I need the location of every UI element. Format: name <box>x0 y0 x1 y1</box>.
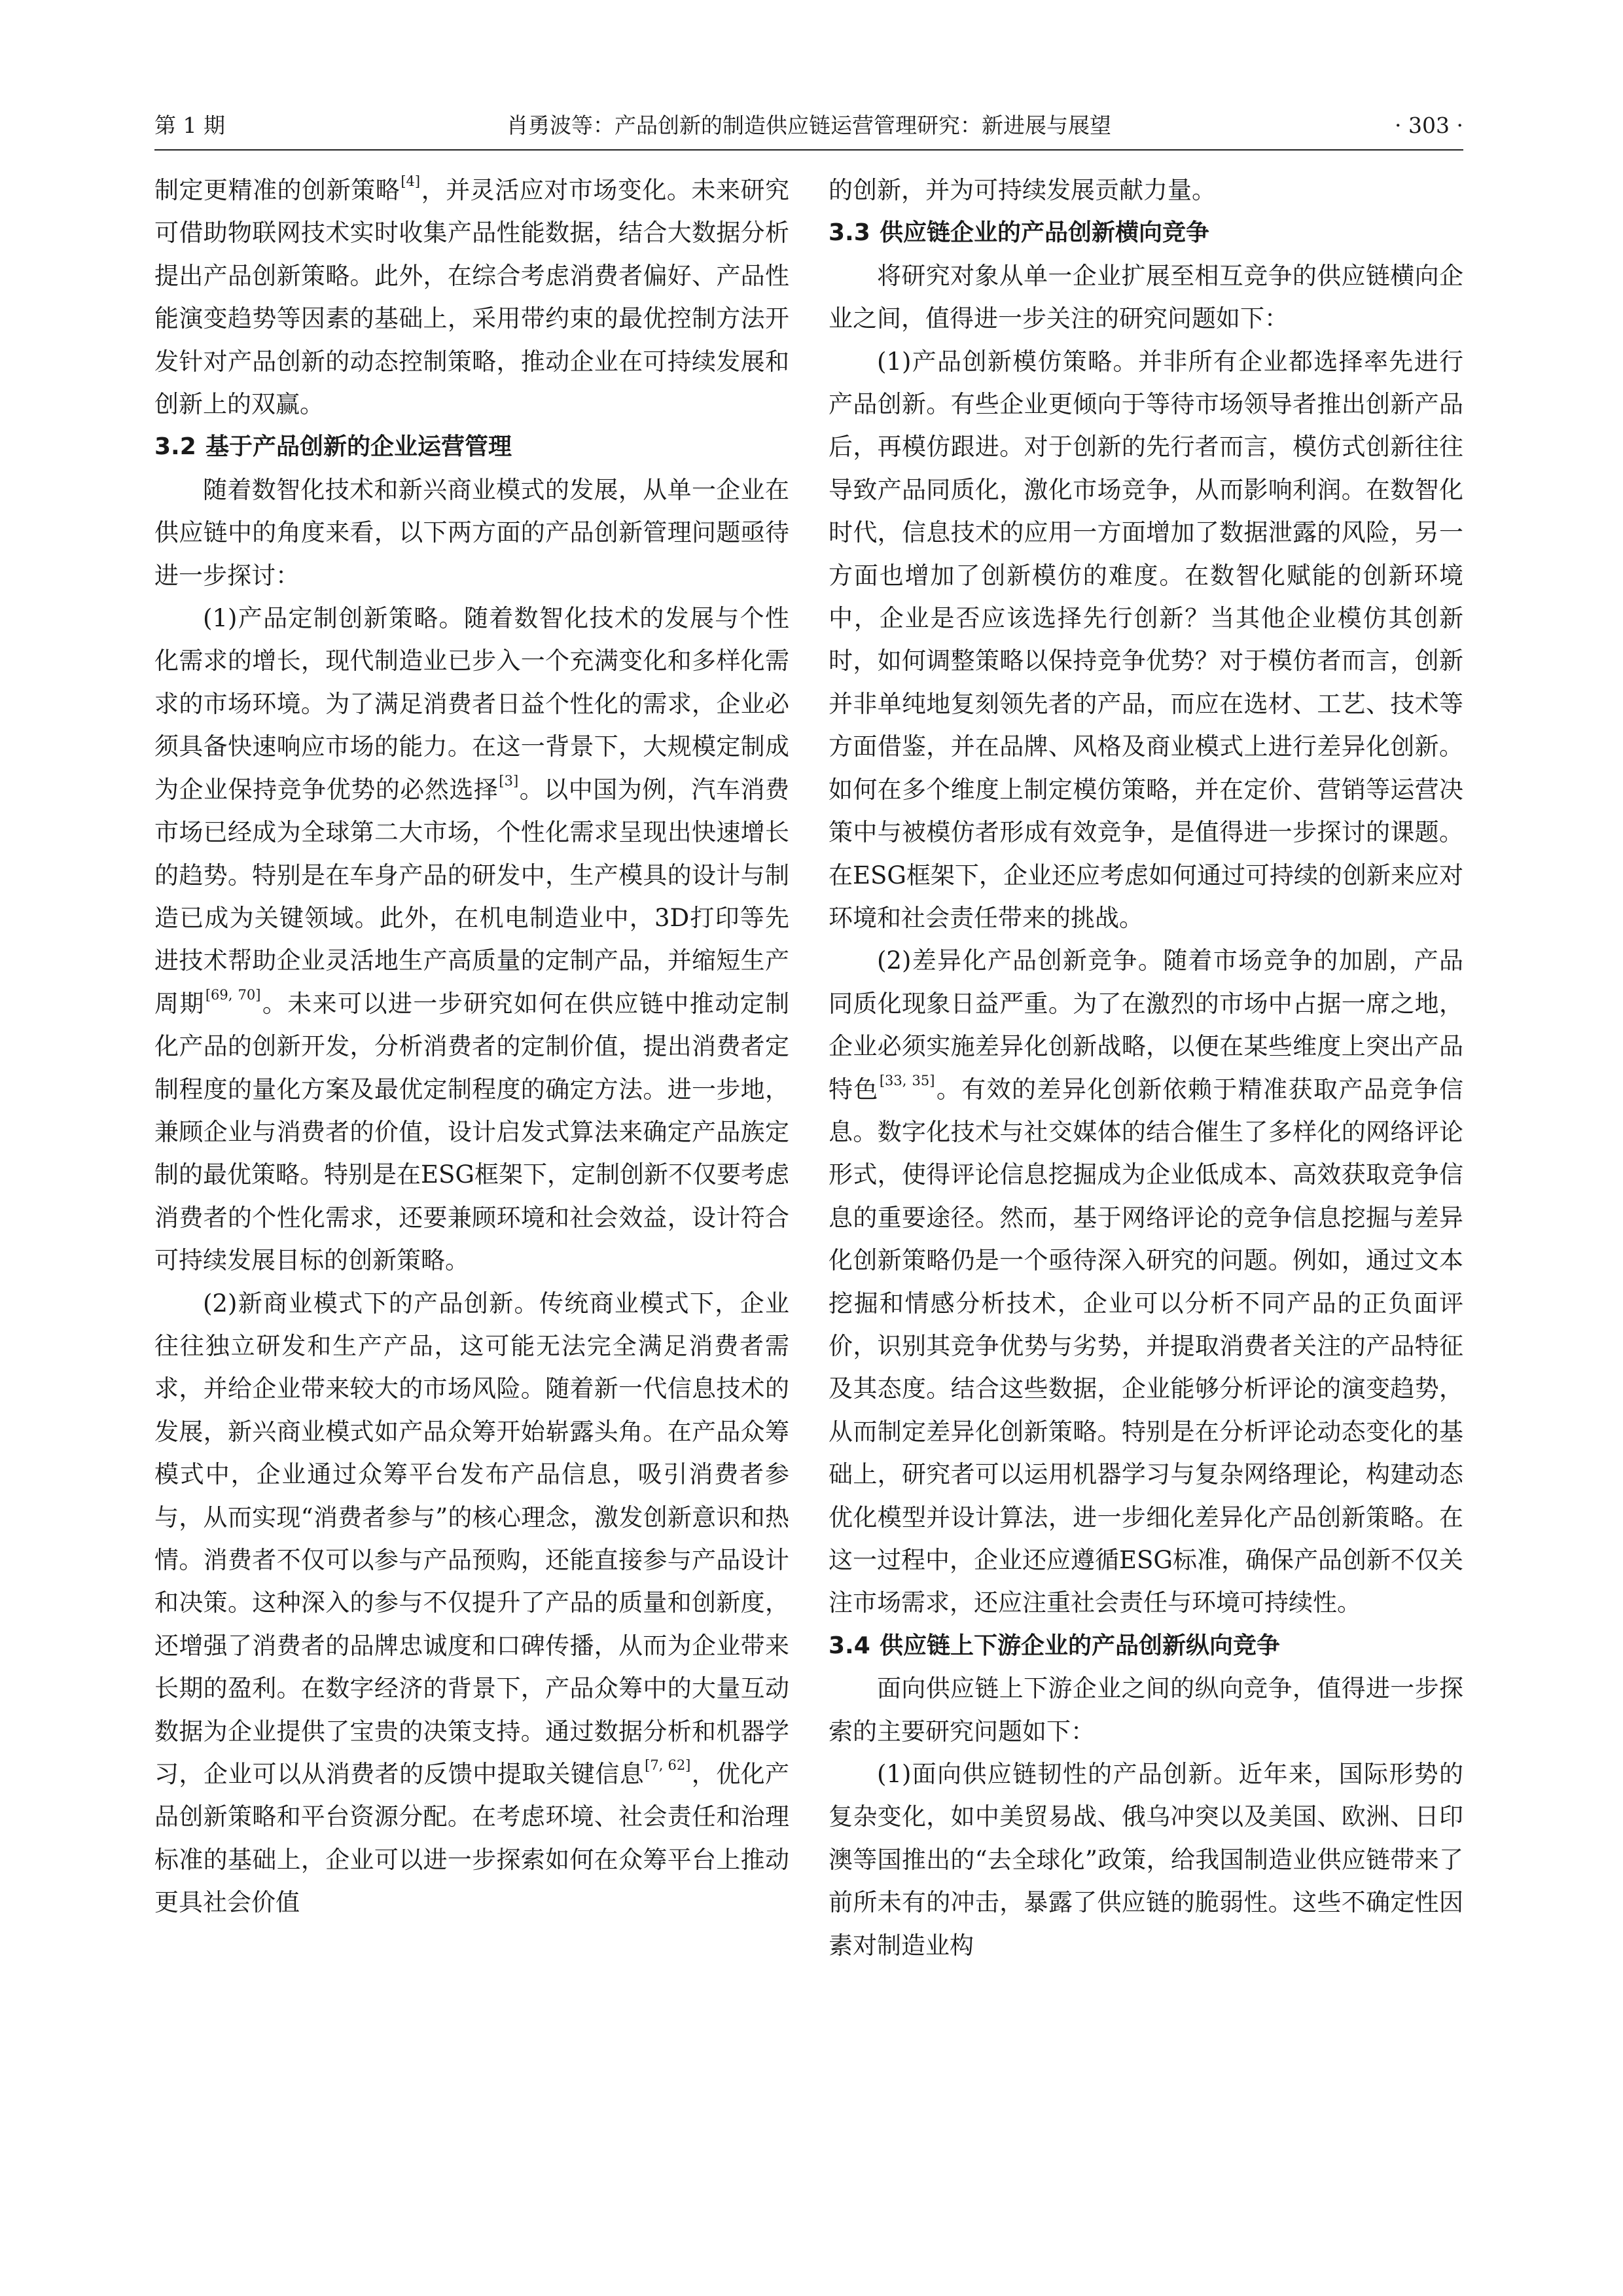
section-heading-3-3 <box>829 211 1463 254</box>
header-rule <box>154 149 1463 151</box>
citation: [69, 70] <box>205 986 261 1003</box>
section-number: 3.3 <box>829 219 870 247</box>
paragraph-imitation: (1)产品创新模仿策略。并非所有企业都选择率先进行产品创新。有些企业更倾向于等待市场领导者推出创新产品后，再模仿跟进。对于创新的先行者而言，模仿式创新往往导致产品同质化，激化市场竞争，从而影响利润。在数智化时代，信息技术的应用一方面增加了数据泄露的风险，另一方面也增加了创新模仿的难度。在数智化赋能的创新环境中，企业是否应该选择先行创新？当其他企业模仿其创新时，如何调整策略以保持竞争优势？对于模仿者而言，创新并非单纯地复刻领先者的产品，而应在选材、工艺、技术等方面借鉴，并在品牌、风格及商业模式上进行差异化创新。如何在多个维度上制定模仿策略，并在定价、营销等运营决策中与被模仿者形成有效竞争，是值得进一步探讨的课题。在ESG框架下，企业还应考虑如何通过可持续的创新来应对环境和社会责任带来的挑战。 <box>829 347 1463 932</box>
running-title: 肖勇波等：产品创新的制造供应链运营管理研究：新进展与展望 <box>507 113 1111 138</box>
running-header <box>154 106 1463 145</box>
citation: [7, 62] <box>645 1757 691 1774</box>
citation: [3] <box>499 772 519 789</box>
paragraph-continued: 的创新，并为可持续发展贡献力量。 <box>829 176 1216 204</box>
citation: [33, 35] <box>879 1072 935 1088</box>
page-number: · 303 · <box>1395 113 1463 138</box>
section-title: 供应链企业的产品创新横向竞争 <box>880 219 1210 247</box>
section-title: 供应链上下游企业的产品创新纵向竞争 <box>880 1632 1281 1659</box>
paragraph: 将研究对象从单一企业扩展至相互竞争的供应链横向企业之间，值得进一步关注的研究问题如下： <box>829 261 1463 333</box>
paragraph-customization: (1)产品定制创新策略。随着数智化技术的发展与个性化需求的增长，现代制造业已步入一个充满变化和多样化需求的市场环境。为了满足消费者日益个性化的需求，企业必须具备快速响应市场的能力。在这一背景下，大规模定制成为企业保持竞争优势的必然选择[3]。以中国为例，汽车消费市场已经成为全球第二大市场，个性化需求呈现出快速增长的趋势。特别是在车身产品的研发中，生产模具的设计与制造已成为关键领域。此外，在机电制造业中，3D打印等先进技术帮助企业灵活地生产高质量的定制产品，并缩短生产周期[69, 70]。未来可以进一步研究如何在供应链中推动定制化产品的创新开发，分析消费者的定制价值，提出消费者定制程度的量化方案及最优定制程度的确定方法。进一步地，兼顾企业与消费者的价值，设计启发式算法来确定产品族定制的最优策略。特别是在ESG框架下，定制创新不仅要考虑消费者的个性化需求，还要兼顾环境和社会效益，设计符合可持续发展目标的创新策略。 <box>154 604 789 1275</box>
section-heading-3-2 <box>154 425 789 468</box>
section-title: 基于产品创新的企业运营管理 <box>205 433 512 461</box>
paragraph-resilience: (1)面向供应链韧性的产品创新。近年来，国际形势的复杂变化，如中美贸易战、俄乌冲突以及美国、欧洲、日印澳等国推出的“去全球化”政策，给我国制造业供应链带来了前所未有的冲击，暴露了供应链的脆弱性。这些不确定性因素对制造业构 <box>829 1760 1463 1960</box>
issue-label: 第 1 期 <box>154 113 225 138</box>
paragraph-new-business-model: (2)新商业模式下的产品创新。传统商业模式下，企业往往独立研发和生产产品，这可能无法完全满足消费者需求，并给企业带来较大的市场风险。随着新一代信息技术的发展，新兴商业模式如产品众筹开始崭露头角。在产品众筹模式中，企业通过众筹平台发布产品信息，吸引消费者参与，从而实现“消费者参与”的核心理念，激发创新意识和热情。消费者不仅可以参与产品预购，还能直接参与产品设计和决策。这种深入的参与不仅提升了产品的质量和创新度，还增强了消费者的品牌忠诚度和口碑传播，从而为企业带来长期的盈利。在数字经济的背景下，产品众筹中的大量互动数据为企业提供了宝贵的决策支持。通过数据分析和机器学习，企业可以从消费者的反馈中提取关键信息[7, 62]，优化产品创新策略和平台资源分配。在考虑环境、社会责任和治理标准的基础上，企业可以进一步探索如何在众筹平台上推动更具社会价值 <box>154 1289 789 1917</box>
paragraph-continued: 制定更精准的创新策略[4]，并灵活应对市场变化。未来研究可借助物联网技术实时收集产品性能数据，结合大数据分析提出产品创新策略。此外，在综合考虑消费者偏好、产品性能演变趋势等因素的基础上，采用带约束的最优控制方法开发针对产品创新的动态控制策略，推动企业在可持续发展和创新上的双赢。 <box>154 173 789 419</box>
paragraph-differentiation: (2)差异化产品创新竞争。随着市场竞争的加剧，产品同质化现象日益严重。为了在激烈的市场中占据一席之地，企业必须实施差异化创新战略，以便在某些维度上突出产品特色[33, 35]。有效的差异化创新依赖于精准获取产品竞争信息。数字化技术与社交媒体的结合催生了多样化的网络评论形式，使得评论信息挖掘成为企业低成本、高效获取竞争信息的重要途径。然而，基于网络评论的竞争信息挖掘与差异化创新策略仍是一个亟待深入研究的问题。例如，通过文本挖掘和情感分析技术，企业可以分析不同产品的正负面评价，识别其竞争优势与劣势，并提取消费者关注的产品特征及其态度。结合这些数据，企业能够分析评论的演变趋势，从而制定差异化创新策略。特别是在分析评论动态变化的基础上，研究者可以运用机器学习与复杂网络理论，构建动态优化模型并设计算法，进一步细化差异化产品创新策略。在这一过程中，企业还应遵循ESG标准，确保产品创新不仅关注市场需求，还应注重社会责任与环境可持续性。 <box>829 946 1463 1617</box>
paragraph: 面向供应链上下游企业之间的纵向竞争，值得进一步探索的主要研究问题如下： <box>829 1674 1463 1746</box>
citation: [4] <box>401 173 421 190</box>
paragraph: 随着数智化技术和新兴商业模式的发展，从单一企业在供应链中的角度来看，以下两方面的产品创新管理问题亟待进一步探讨： <box>154 475 789 590</box>
section-number: 3.4 <box>829 1632 870 1659</box>
section-number: 3.2 <box>154 433 196 461</box>
right-column <box>829 169 1463 2231</box>
section-heading-3-4 <box>829 1624 1463 1667</box>
left-column <box>154 169 789 2231</box>
